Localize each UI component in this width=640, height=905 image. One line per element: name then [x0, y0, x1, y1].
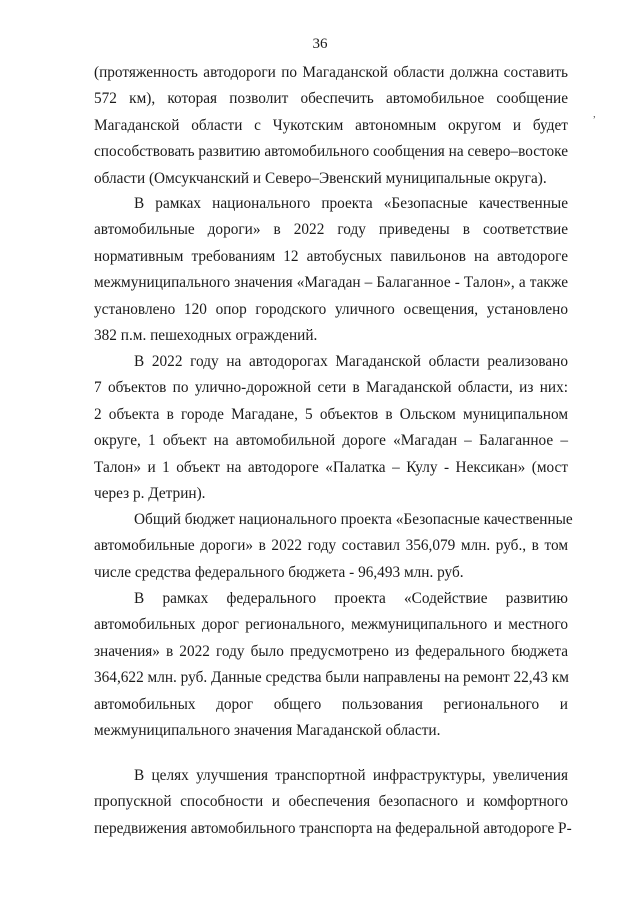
text-line: В рамках национального проекта «Безопасные качественные: [134, 195, 568, 212]
text-line: числе средства федерального бюджета - 96,493 млн. руб.: [94, 563, 464, 581]
text-line: округе, 1 объект на автомобильной дороге «Магадан – Балаганное –: [94, 432, 568, 450]
paragraph-objects-2022: [94, 349, 568, 507]
text-line: Магаданской области с Чукотским автономным округом и будет: [94, 116, 568, 134]
text-line: 364,622 млн. руб. Данные средства были направлены на ремонт 22,43 км: [94, 669, 569, 687]
text-line: Талон» и 1 объект на автодороге «Палатка – Кулу - Нексикан» (мост: [94, 458, 568, 476]
text-line: значения» в 2022 году было предусмотрено из федерального бюджета: [94, 642, 568, 660]
text-line: 572 км), которая позволит обеспечить автомобильное сообщение: [94, 90, 568, 108]
text-line: Общий бюджет национального проекта «Безопасные качественные: [134, 511, 573, 528]
stray-mark: ,: [593, 108, 596, 120]
text-line: области (Омсукчанский и Северо–Эвенский муниципальные округа).: [94, 169, 547, 187]
paragraph-federal-project: [94, 586, 568, 744]
text-line: 2 объекта в городе Магадане, 5 объектов в Ольском муниципальном: [94, 405, 568, 423]
text-line: пропускной способности и обеспечения безопасного и комфортного: [94, 793, 568, 811]
paragraph-continuation: [94, 60, 568, 192]
paragraph-budget: [94, 507, 573, 586]
paragraph-infrastructure: [94, 763, 572, 842]
text-line: автомобильные дороги» в 2022 году составил 356,079 млн. руб., в том: [94, 537, 568, 555]
text-line: В рамках федерального проекта «Содействие развитию: [134, 590, 568, 607]
text-line: В 2022 году на автодорогах Магаданской области реализовано: [134, 353, 568, 370]
text-line: через р. Детрин).: [94, 484, 206, 502]
paragraph-national-project: [94, 191, 568, 349]
text-line: 382 п.м. пешеходных ограждений.: [94, 326, 318, 344]
text-line: межмуниципального значения Магаданской области.: [94, 721, 441, 739]
page-number: 36: [312, 36, 328, 52]
text-line: автомобильных дорог общего пользования регионального и: [94, 695, 568, 713]
text-line: В целях улучшения транспортной инфраструктуры, увеличения: [134, 767, 568, 784]
text-line: (протяженность автодороги по Магаданской области должна составить: [94, 64, 568, 81]
text-line: способствовать развитию автомобильного сообщения на северо–востоке: [94, 143, 568, 161]
text-line: нормативным требованиям 12 автобусных павильонов на автодороге: [94, 247, 568, 265]
text-line: автомобильных дорог регионального, межмуниципального и местного: [94, 616, 568, 634]
text-line: автомобильные дороги» в 2022 году приведены в соответствие: [94, 221, 568, 239]
text-line: установлено 120 опор городского уличного освещения, установлено: [94, 300, 568, 318]
text-line: 7 объектов по улично-дорожной сети в Магаданской области, из них:: [94, 379, 568, 397]
text-line: межмуниципального значения «Магадан – Балаганное - Талон», а также: [94, 274, 568, 292]
text-line: передвижения автомобильного транспорта на федеральной автодороге Р-: [94, 819, 572, 837]
